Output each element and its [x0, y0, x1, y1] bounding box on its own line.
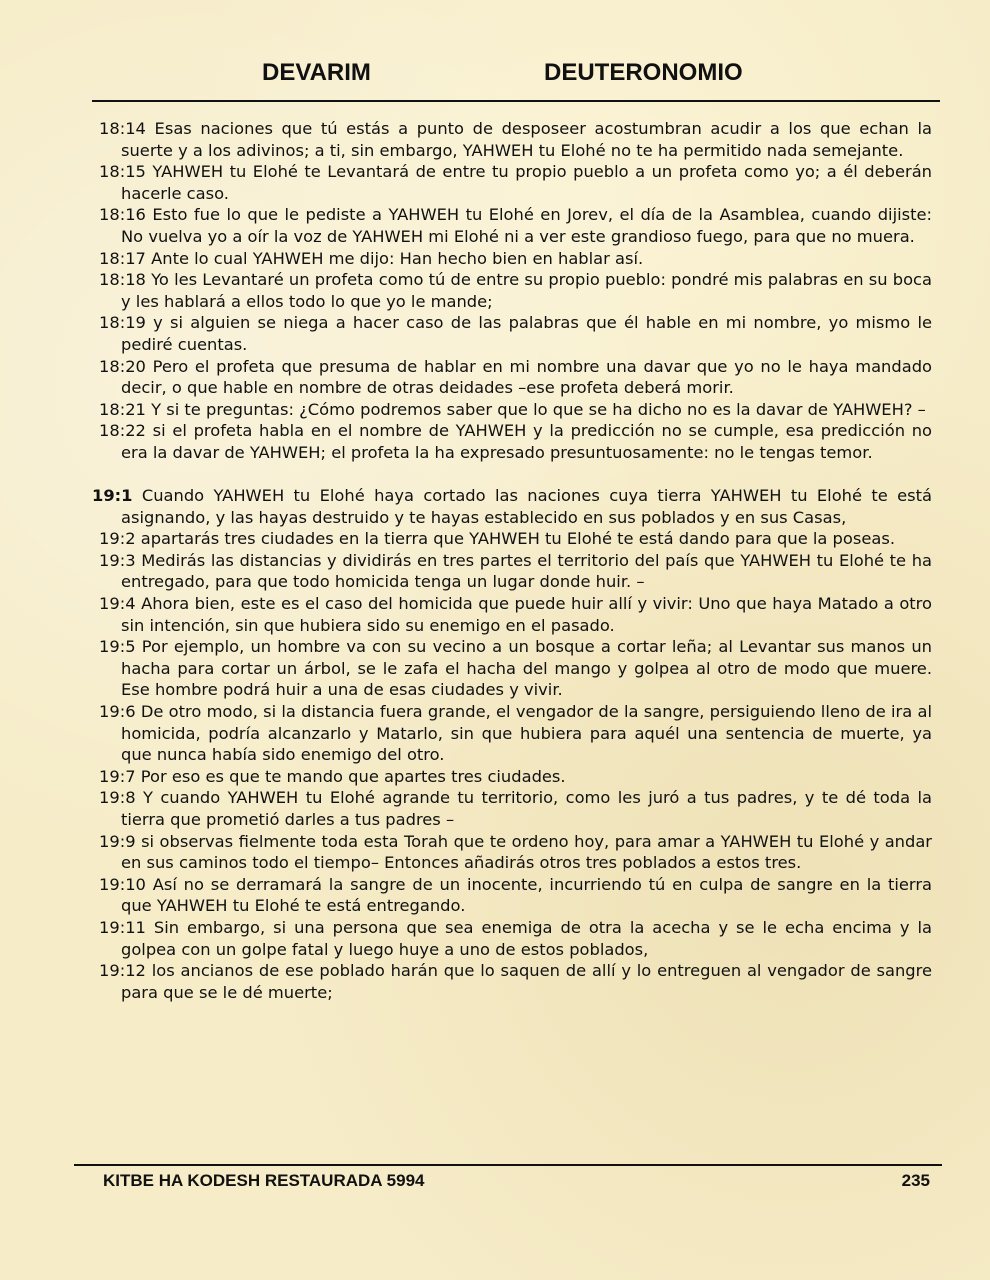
verse-number: 19:11 — [99, 917, 146, 937]
verse — [92, 593, 932, 636]
verse-text: Así no se derramará la sangre de un inocente, incurriendo tú en culpa de sangre en la tierra que YAHWEH tu Elohé te está entregando. — [121, 874, 932, 916]
chapter-18-block — [92, 118, 932, 464]
verse-text: Y si te preguntas: ¿Cómo podremos saber que lo que se ha dicho no es la davar de YAHWEH? – — [151, 399, 926, 419]
verse-number: 19:3 — [99, 550, 136, 570]
verse-text: Pero el profeta que presuma de hablar en mi nombre una davar que yo no le haya mandado decir, o que hable en nombre de otras deidades –ese profeta deberá morir. — [121, 356, 932, 398]
verse-text: Sin embargo, si una persona que sea enemiga de otra la acecha y se le echa encima y la golpea con un golpe fatal y luego huye a uno de estos poblados, — [121, 917, 932, 959]
verse — [92, 528, 932, 550]
verse-text: Esto fue lo que le pediste a YAHWEH tu Elohé en Jorev, el día de la Asamblea, cuando dijiste: No vuelva yo a oír la voz de YAHWEH mi Elohé ni a ver este grandioso fuego, para que no muera. — [121, 205, 932, 246]
book-title-hebrew: DEVARIM — [262, 59, 371, 86]
verse — [92, 917, 932, 960]
verse-number: 19:7 — [99, 766, 136, 786]
verse-number: 19:9 — [99, 831, 136, 851]
page-number: 235 — [901, 1171, 930, 1190]
verse-text: Por ejemplo, un hombre va con su vecino a un bosque a cortar leña; al Levantar sus manos un hacha para cortar un árbol, se le zafa el hacha del mango y golpea al otro de modo que muere. Ese hombre podrá huir a una de esas ciudades y vivir. — [121, 637, 932, 700]
verse-number: 19:12 — [99, 961, 146, 981]
verse-text: Yo les Levantaré un profeta como tú de entre su propio pueblo: pondré mis palabras en su boca y les hablará a ellos todo lo que yo le mande; — [121, 270, 932, 311]
page-header — [0, 57, 990, 91]
verse-text: los ancianos de ese poblado harán que lo saquen de allí y lo entreguen al vengador de sangre para que se le dé muerte; — [121, 961, 932, 1002]
page-footer — [0, 1171, 990, 1195]
verse-text: YAHWEH tu Elohé te Levantará de entre tu propio pueblo a un profeta como yo; a él deberán hacerle caso. — [121, 162, 932, 203]
verse-number: 18:14 — [99, 119, 146, 138]
verse — [92, 787, 932, 830]
verse-text: Ahora bien, este es el caso del homicida que puede huir allí y vivir: Uno que haya Matado a otro sin intención, sin que hubiera sido su enemigo en el pasado. — [121, 594, 932, 635]
footer-rule — [74, 1164, 942, 1166]
verse-number: 19:2 — [99, 529, 136, 549]
verse-text: Y cuando YAHWEH tu Elohé agrande tu territorio, como les juró a tus padres, y te dé toda la tierra que prometió darles a tus padres – — [121, 788, 932, 829]
verse-number: 18:18 — [99, 270, 146, 290]
verse — [92, 312, 932, 355]
verse-text: si el profeta habla en el nombre de YAHWEH y la predicción no se cumple, esa predicción no era la davar de YAHWEH; el profeta la ha expresado presuntuosamente: no le tengas temor. — [121, 421, 932, 462]
verse-text: De otro modo, si la distancia fuera grande, el vengador de la sangre, persiguiendo lleno de ira al homicida, podría alcanzarlo y Matarlo, sin que hubiera para aquél una sentencia de muerte, ya que nunca había sido enemigo del otro. — [121, 702, 933, 765]
chapter-19-block — [92, 485, 932, 1003]
verse-text: si observas fielmente toda esta Torah que te ordeno hoy, para amar a YAHWEH tu Elohé y andar en sus caminos todo el tiempo– Entonces añadirás otros tres poblados a estos tres. — [121, 831, 933, 873]
chapter-verse-number: 19:1 — [92, 486, 133, 506]
verse-text: Medirás las distancias y dividirás en tres partes el territorio del país que YAHWEH tu Elohé te ha entregado, para que todo homicida tenga un lugar donde huir. – — [121, 550, 932, 592]
verse — [92, 701, 932, 766]
verse — [92, 766, 932, 788]
verse-number: 19:6 — [99, 702, 136, 722]
book-title-spanish: DEUTERONOMIO — [544, 59, 743, 86]
verse — [92, 248, 932, 270]
scripture-text — [92, 118, 932, 1003]
verse — [92, 356, 932, 399]
verse-text: Cuando YAHWEH tu Elohé haya cortado las naciones cuya tierra YAHWEH tu Elohé te está asignando, y las hayas destruido y te hayas establecido en sus poblados y en sus Casas, — [121, 486, 932, 527]
verse-number: 19:8 — [99, 788, 136, 808]
verse — [92, 161, 932, 204]
verse-number: 18:16 — [99, 205, 146, 225]
verse — [92, 269, 932, 312]
footer-book-title: KITBE HA KODESH RESTAURADA 5994 — [103, 1171, 425, 1190]
verse — [92, 636, 932, 701]
verse-number: 18:22 — [99, 421, 146, 441]
verse — [92, 874, 932, 917]
verse-text: Por eso es que te mando que apartes tres ciudades. — [140, 766, 566, 786]
verse-text: apartarás tres ciudades en la tierra que YAHWEH tu Elohé te está dando para que la poseas. — [140, 529, 895, 549]
verse-number: 18:17 — [99, 248, 146, 268]
verse-text: Ante lo cual YAHWEH me dijo: Han hecho bien en hablar así. — [151, 248, 644, 268]
verse — [92, 399, 932, 421]
verse-number: 18:21 — [99, 399, 146, 419]
verse — [92, 420, 932, 463]
verse-text: y si alguien se niega a hacer caso de las palabras que él hable en mi nombre, yo mismo le pediré cuentas. — [121, 313, 932, 354]
verse-number: 19:5 — [99, 637, 136, 657]
verse-text: Esas naciones que tú estás a punto de desposeer acostumbran acudir a los que echan la suerte y a los adivinos; a ti, sin embargo, YAHWEH tu Elohé no te ha permitido nada semejante. — [121, 119, 932, 160]
verse — [92, 831, 932, 874]
verse-number: 18:15 — [99, 162, 146, 182]
verse-number: 18:20 — [99, 356, 146, 376]
verse-number: 19:10 — [99, 874, 146, 894]
verse — [92, 118, 932, 161]
header-rule — [92, 100, 940, 102]
verse — [92, 550, 932, 593]
chapter-opening-verse — [92, 485, 932, 528]
verse-number: 19:4 — [99, 594, 136, 614]
verse-number: 18:19 — [99, 313, 146, 333]
verse — [92, 204, 932, 247]
verse — [92, 960, 932, 1003]
